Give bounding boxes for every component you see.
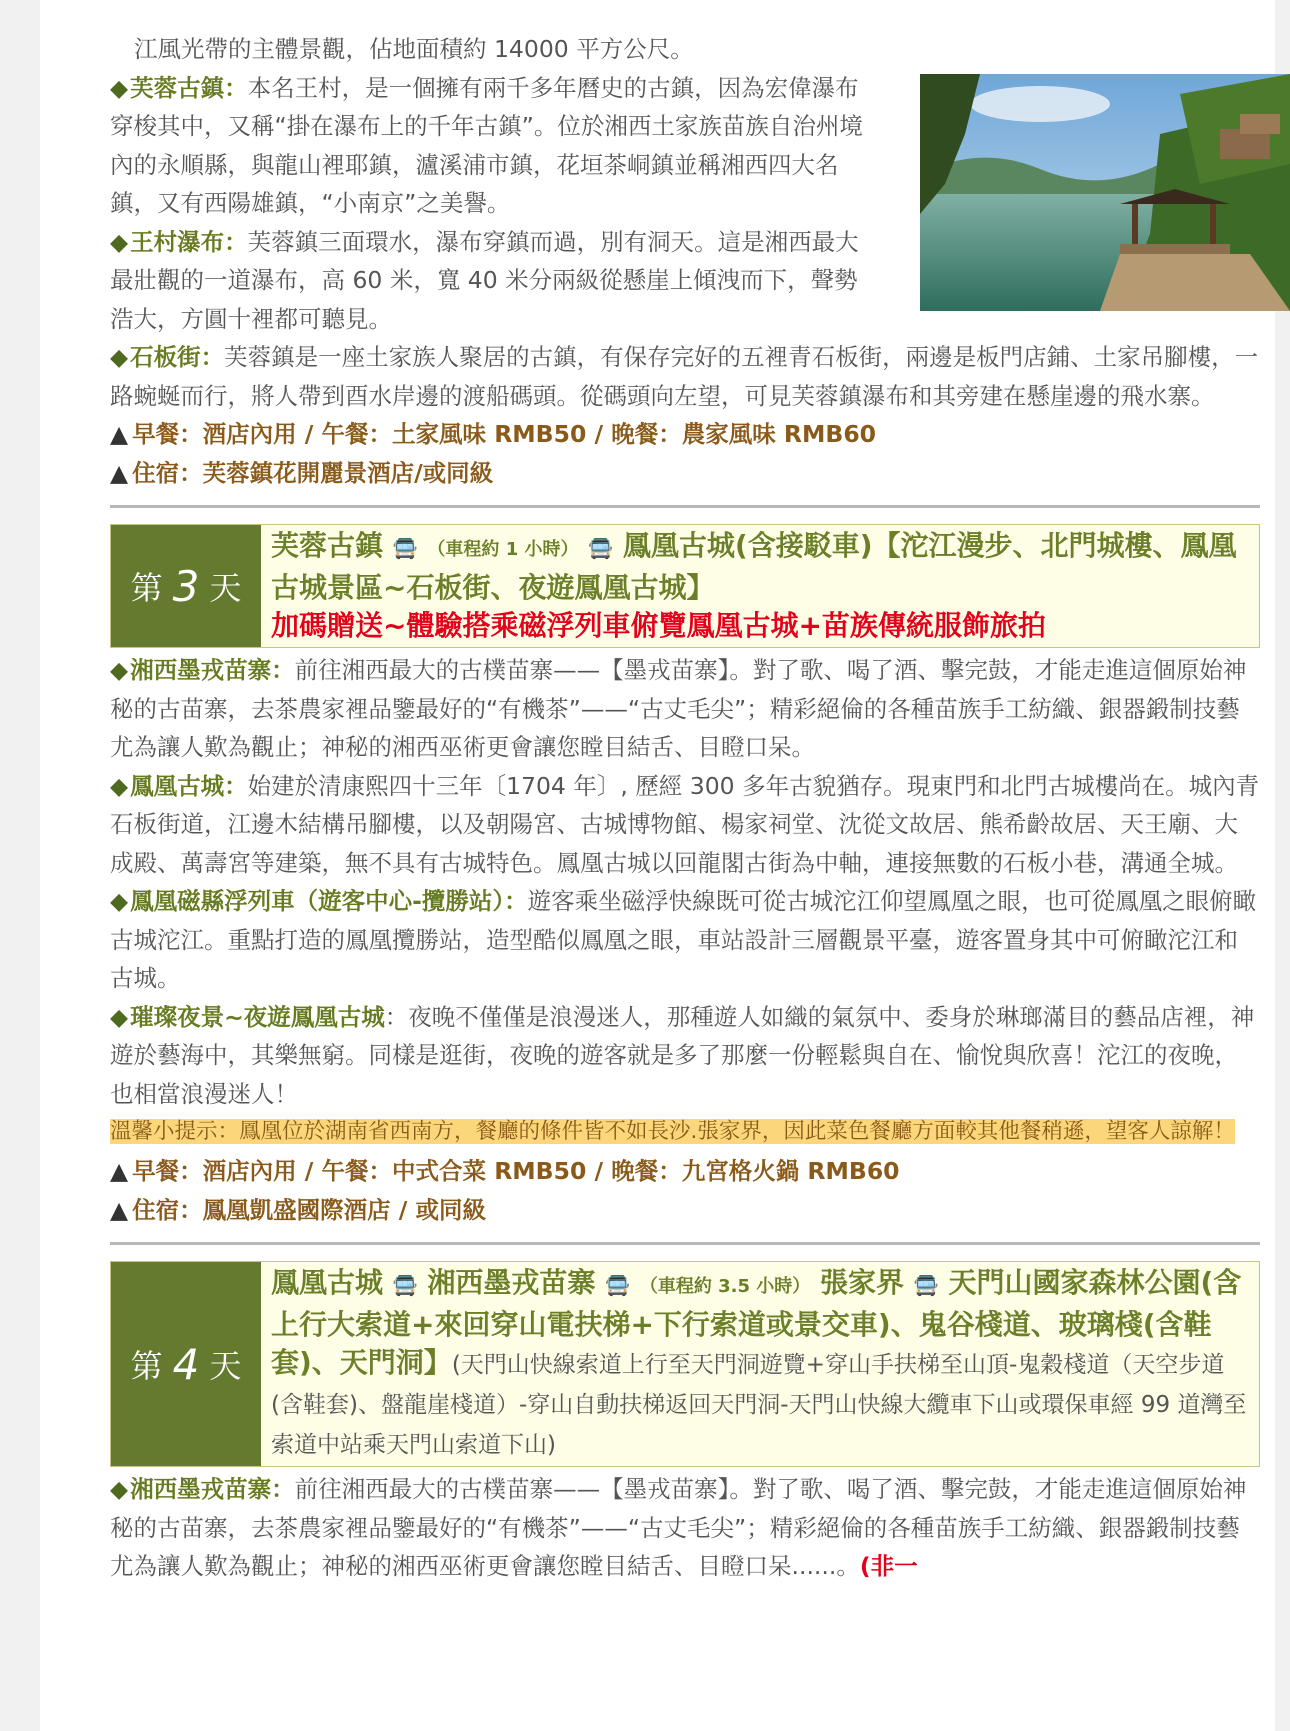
day3-attractions [110,651,1260,1113]
attraction-item: ◆璀璨夜景~夜遊鳳凰古城：夜晚不僅僅是浪漫迷人，那種遊人如織的氣氛中、委身於琳瑯滿目的藝品店裡，神遊於藝海中，其樂無窮。同樣是逛街，夜晚的遊客就是多了那麼一份輕鬆與自在、愉悅與欣喜！沱江的夜晚，也相當浪漫迷人！ [110,1002,1255,1108]
bus-icon: 🚍 [392,1273,418,1297]
triangle-icon: ▲ [110,420,129,448]
diamond-icon: ◆ [110,1002,129,1031]
attraction-item: ◆芙蓉古鎮：本名王村，是一個擁有兩千多年曆史的古鎮，因為宏偉瀑布穿梭其中，又稱“掛在瀑布上的千年古鎮”。位於湘西土家族苗族自治州境內的永順縣，與龍山裡耶鎮，瀘溪浦市鎮，花垣茶峒鎮並稱湘西四大名鎮，又有西陽雄鎮，“小南京”之美譽。 [110,73,863,217]
day-route: 芙蓉古鎮 🚍 （車程約 1 小時） 🚍 鳳凰古城(含接駁車)【沱江漫步、北門城樓、鳳凰古城景區~石板街、夜遊鳳凰古城】 加碼贈送~體驗搭乘磁浮列車俯覽鳳凰古城+苗族傳統服飾旅拍 [271,529,1237,642]
meal-info: ▲ 早餐：酒店內用 / 午餐：中式合菜 RMB50 / 晚餐：九宮格火鍋 RMB60 [110,1157,900,1185]
day3-header [110,524,1260,648]
section-divider [110,1242,1260,1245]
triangle-icon: ▲ [110,458,129,487]
attraction-item: ◆湘西墨戎苗寨：前往湘西最大的古樸苗寨——【墨戎苗寨】。對了歌、喝了酒、擊完鼓，才能走進這個原始神秘的古苗寨，去茶農家裡品鑒最好的“有機茶”——“古丈毛尖”；精彩絕倫的各種苗族手工紡織、銀器鍛制技藝尤為讓人歎為觀止；神秘的湘西巫術更會讓您瞠目結舌、目瞪口呆。 [110,656,1247,761]
attraction-item: ◆王村瀑布：芙蓉鎮三面環水，瀑布穿鎮而過，別有洞天。這是湘西最大最壯觀的一道瀑布，高 60 米，寬 40 米分兩級從懸崖上傾洩而下，聲勢浩大，方圓十裡都可聽見。 [110,227,859,333]
diamond-icon: ◆ [110,656,129,684]
diamond-icon: ◆ [110,771,129,800]
day4-header [110,1261,1260,1467]
triangle-icon: ▲ [110,1157,129,1185]
attraction-item: ◆湘西墨戎苗寨：前往湘西最大的古樸苗寨——【墨戎苗寨】。對了歌、喝了酒、擊完鼓，才能走進這個原始神秘的古苗寨，去茶農家裡品鑒最好的“有機茶”——“古丈毛尖”；精彩絕倫的各種苗族手工紡織、銀器鍛制技藝尤為讓人歎為觀止；神秘的湘西巫術更會讓您瞠目結舌、目瞪口呆......。(非一 [110,1475,1247,1580]
bus-icon: 🚍 [588,536,614,560]
itinerary-content [110,30,1260,1586]
day2-attractions [110,69,1260,416]
meal-info: ▲ 早餐：酒店內用 / 午餐：土家風味 RMB50 / 晚餐：農家風味 RMB60 [110,420,877,448]
bus-icon: 🚍 [392,536,418,560]
attraction-item: ◆鳳凰古城：始建於清康熙四十三年〔1704 年〕, 歷經 300 多年古貌猶存。現東門和北門古城樓尚在。城內青石板街道，江邊木結構吊腳樓，以及朝陽宮、古城博物館、楊家祠堂、沈從文故居、熊希齡故居、天王廟、大成殿、萬壽宮等建築，無不具有古城特色。鳳凰古城以回龍閣古街為中軸，連接無數的石板小巷，溝通全城。 [110,771,1260,877]
diamond-icon: ◆ [110,343,129,371]
attraction-item: ◆石板街：芙蓉鎮是一座土家族人聚居的古鎮，有保存完好的五裡青石板街，兩邊是板門店鋪、土家吊腳樓，一路蜿蜒而行，將人帶到酉水岸邊的渡船碼頭。從碼頭向左望，可見芙蓉鎮瀑布和其旁建在懸崖邊的飛水寨。 [110,343,1259,410]
attraction-item: ◆鳳凰磁縣浮列車（遊客中心-攬勝站）：遊客乘坐磁浮快線既可從古城沱江仰望鳳凰之眼，也可從鳳凰之眼俯瞰古城沱江。重點打造的鳳凰攬勝站，造型酷似鳳凰之眼，車站設計三層觀景平臺，遊客置身其中可俯瞰沱江和古城。 [110,887,1257,992]
stay-info: ▲ 住宿：芙蓉鎮花開麗景酒店/或同級 [110,458,494,487]
day-label: 第 3 天 [111,525,261,647]
document-page [40,0,1275,1731]
diamond-icon: ◆ [110,887,129,915]
intro-line: 江風光帶的主體景觀，佔地面積約 14000 平方公尺。 [134,35,694,63]
diamond-icon: ◆ [110,1475,129,1503]
section-divider [110,505,1260,508]
day-label: 第 4 天 [111,1262,261,1466]
day-route: 鳳凰古城 🚍 湘西墨戎苗寨 🚍 （車程約 3.5 小時） 張家界 🚍 天門山國家森林公園(含上行大索道+來回穿山電扶梯+下行索道或景交車)、鬼谷棧道、玻璃棧(含鞋套)、天門洞】(天門山快線索道上行至天門洞遊覽+穿山手扶梯至山頂-鬼穀棧道（天空步道(含鞋套)、盤龍崖棧道）-穿山自動扶梯返回天門洞-天門山快線大纜車下山或環保車經 99 道灣至索道中站乘天門山索道下山) [271,1266,1247,1458]
diamond-icon: ◆ [110,73,129,102]
bus-icon: 🚍 [605,1273,631,1297]
bonus-text: 加碼贈送~體驗搭乘磁浮列車俯覽鳳凰古城+苗族傳統服飾旅拍 [271,609,1046,642]
stay-info: ▲ 住宿：鳳凰凱盛國際酒店 / 或同級 [110,1195,487,1224]
triangle-icon: ▲ [110,1195,129,1224]
tip-note: 溫馨小提示：鳳凰位於湖南省西南方，餐廳的條件皆不如長沙.張家界，因此菜色餐廳方面較其他餐稍遜，望客人諒解！ [110,1119,1235,1144]
diamond-icon: ◆ [110,227,129,256]
bus-icon: 🚍 [913,1273,939,1297]
